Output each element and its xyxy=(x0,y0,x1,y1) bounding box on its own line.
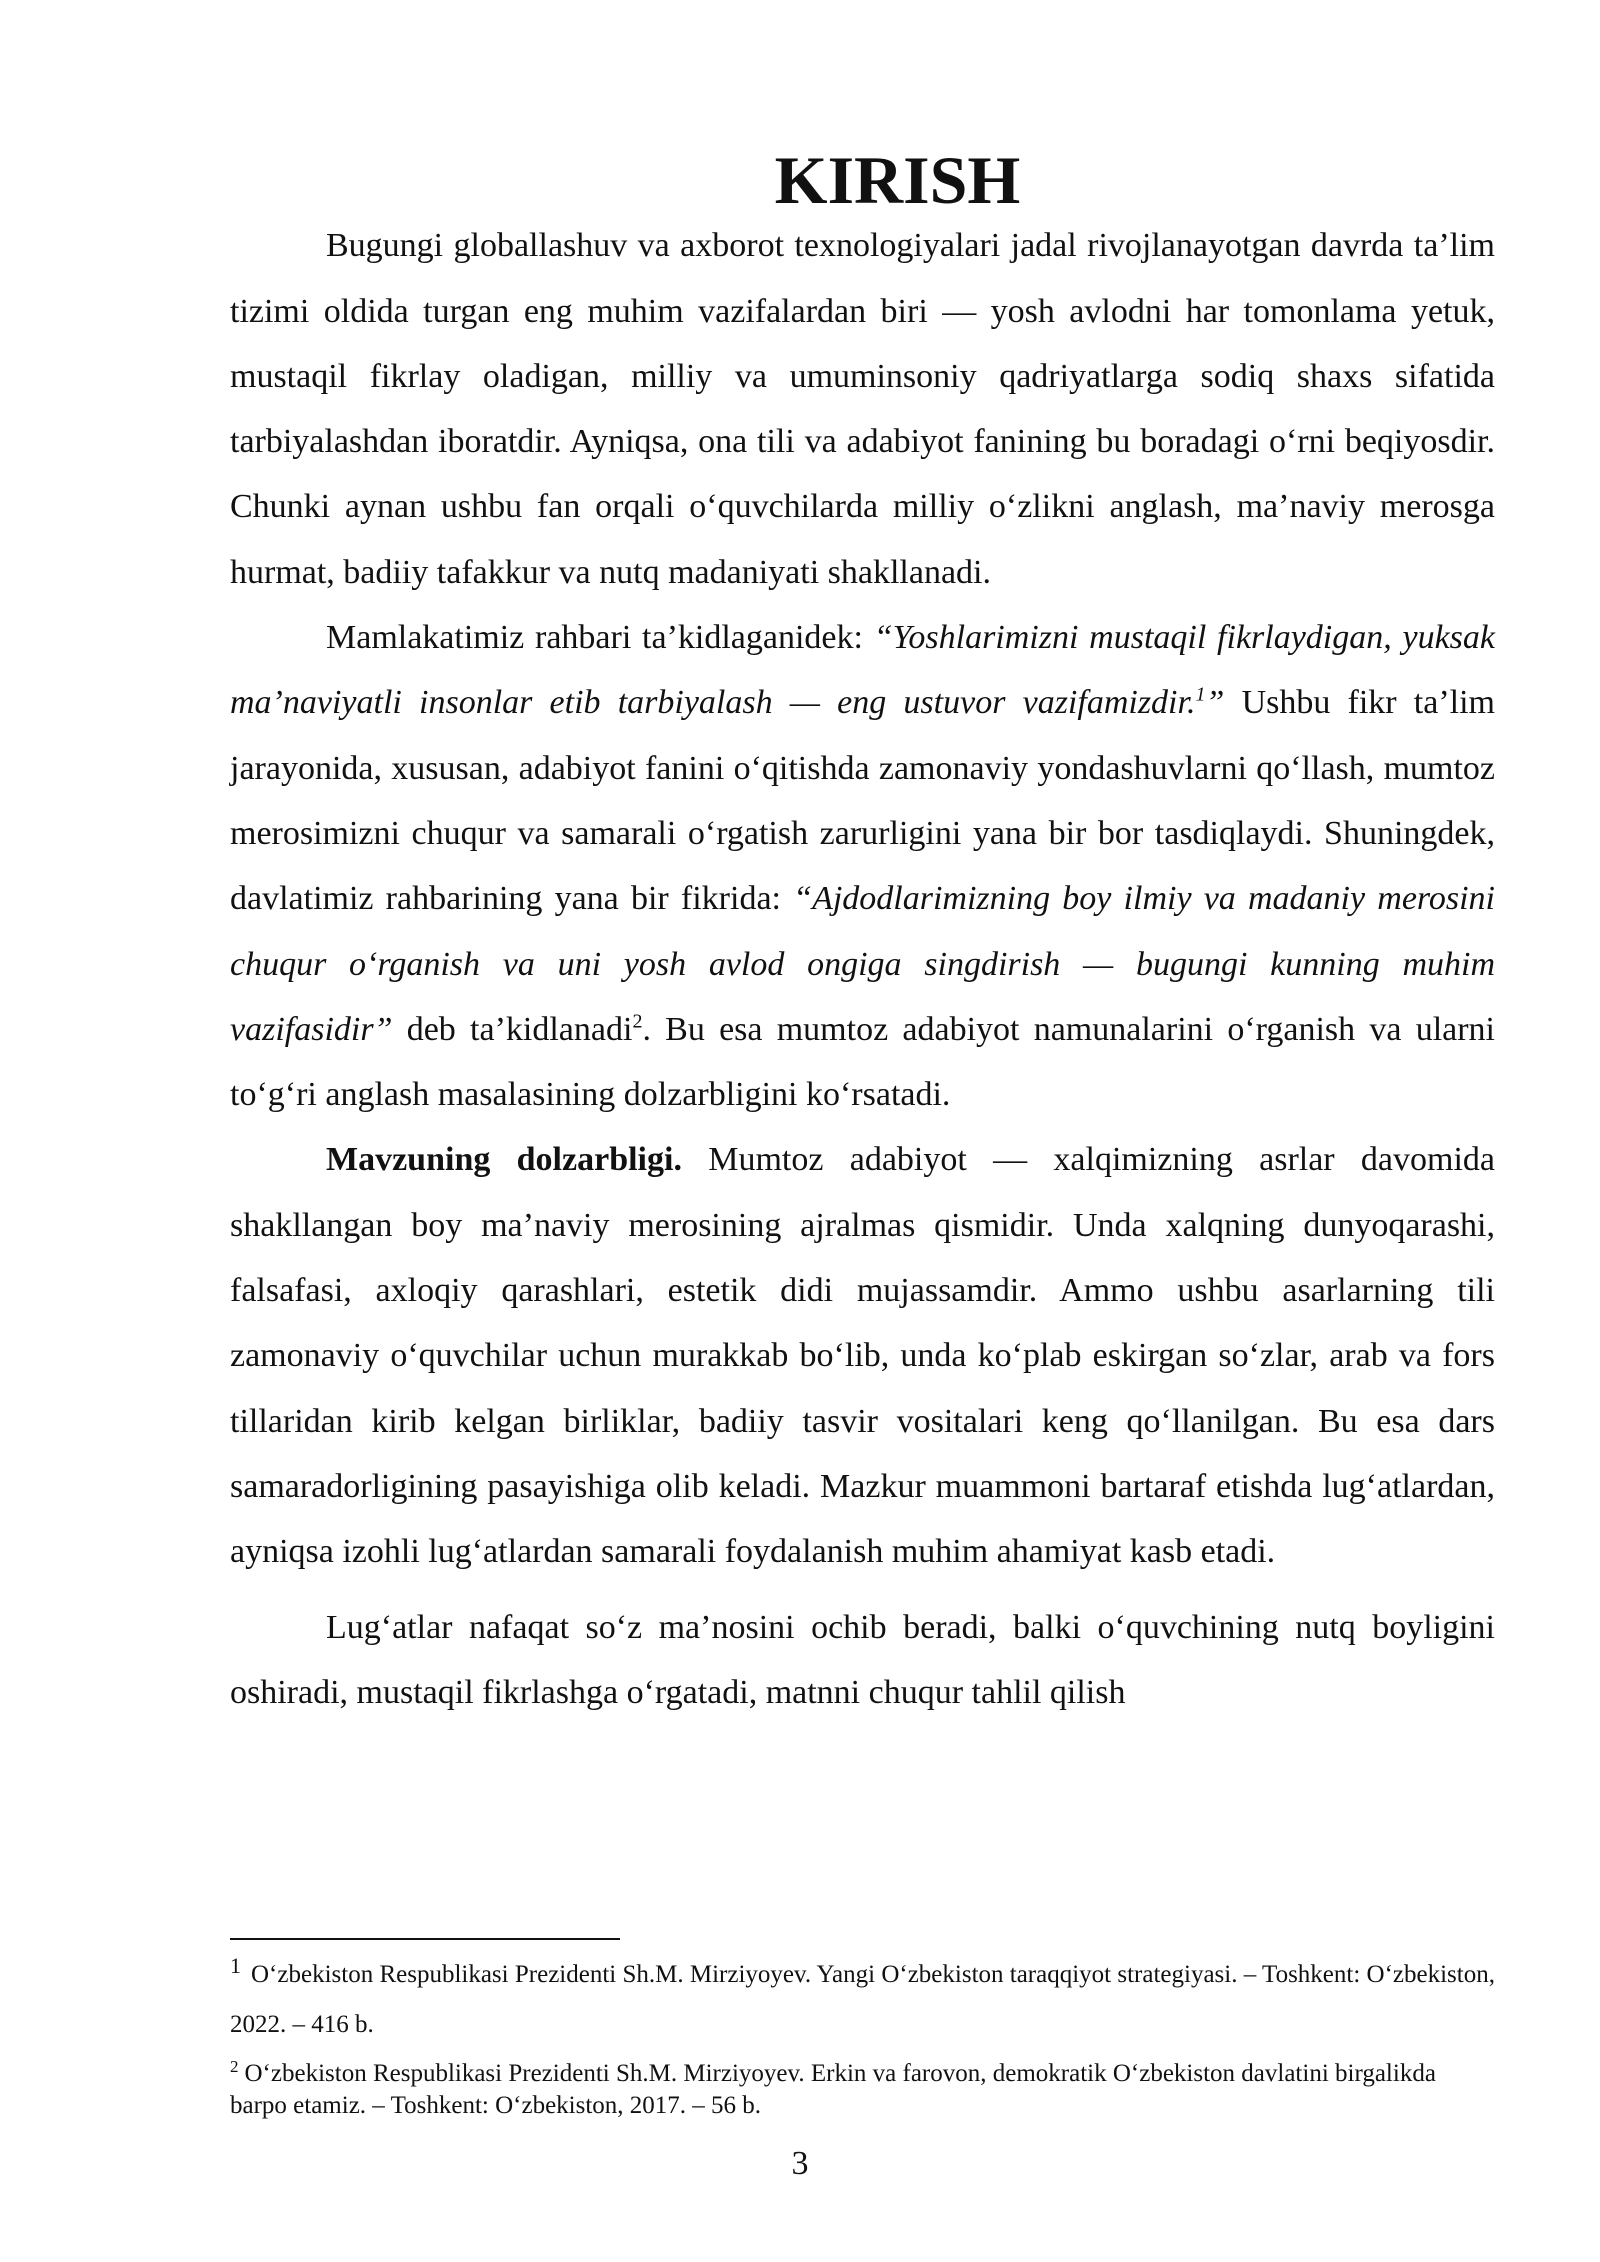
paragraph-intro xyxy=(230,213,1495,605)
quote-1-close: ” xyxy=(1205,684,1225,722)
quote-1-text: “Yoshlarimizni mustaqil fikrlaydigan, yuksak ma’naviyatli insonlar etib tarbiyalash — eng ustuvor vazifamizdir. xyxy=(230,619,1495,722)
footnote-2-mark: 2 xyxy=(230,2056,239,2076)
footnote-1 xyxy=(230,1950,1495,2050)
quote-2: “Ajdodlarimizning boy ilmiy va madaniy merosini chuqur o‘rganish va uni yosh avlod ongiga singdirish — bugungi kunning muhim vazifasidir” xyxy=(230,880,1496,1048)
page-number: 3 xyxy=(791,2145,809,2182)
body-text xyxy=(230,142,1496,1725)
paragraph-intro-text: Bugungi globallashuv va axborot texnologiyalari jadal rivojlanayotgan davrda ta’lim tizimi oldida turgan eng muhim vazifalardan biri — yosh avlodni har tomonlama yetuk, mustaqil fikrlay oladigan, milliy va umuminsoniy qadriyatlarga sodiq shaxs sifatida tarbiyalashdan iboratdir. Ayniqsa, ona tili va adabiyot fanining bu boradagi o‘rni beqiyosdir. Chunki aynan ushbu fan orqali o‘quvchilarda milliy o‘zlikni anglash, ma’naviy merosga hurmat, badiiy tafakkur va nutq madaniyati shakllanadi. xyxy=(230,227,1495,591)
quote-middle-text: Ushbu fikr ta’lim jarayonida, xususan, adabiyot fanini o‘qitishda zamonaviy yondashuvlarni qo‘llash, mumtoz merosimizni chuqur va samarali o‘rgatish zarurligini yana bir bor tasdiqlaydi. Shuningdek, davlatimiz rahbarining yana bir fikrida: xyxy=(230,684,1495,918)
relevance-text: Mumtoz adabiyot — xalqimizning asrlar davomida shakllangan boy ma’naviy merosining ajralmas qismidir. Unda xalqning dunyoqarashi, falsafasi, axloqiy qarashlari, estetik didi mujassamdir. Ammo ushbu asarlarning tili zamonaviy o‘quvchilar uchun murakkab bo‘lib, unda ko‘plab eskirgan so‘zlar, arab va fors tillaridan kirib kelgan birliklar, badiiy tasvir vositalari keng qo‘llanilgan. Bu esa dars samaradorligining pasayishiga olib keladi. Mazkur muammoni bartaraf etishda lug‘atlardan, ayniqsa izohli lug‘atlardan samarali foydalanish muhim ahamiyat kasb etadi. xyxy=(230,1141,1495,1571)
paragraph-relevance xyxy=(230,1127,1495,1584)
relevance-lead: Mavzuning dolzarbligi. xyxy=(326,1141,682,1179)
paragraph-quotes xyxy=(230,605,1495,1127)
heading-text: KIRISH xyxy=(774,142,1021,218)
paragraph-dictionaries-text: Lug‘atlar nafaqat so‘z ma’nosini ochib beradi, balki o‘quvchining nutq boyligini oshiradi, mustaqil fikrlashga o‘rgatadi, matnni chuqur tahlil qilish xyxy=(230,1608,1495,1711)
section-heading xyxy=(230,142,1495,218)
footnote-1-text: O‘zbekiston Respublikasi Prezidenti Sh.M. Mirziyoyev. Yangi O‘zbekiston taraqqiyot strategiyasi. – Toshkent: O‘zbekiston, 2022. – 416 b. xyxy=(230,1961,1495,2038)
paragraph-dictionaries xyxy=(230,1595,1495,1726)
footnote-2-text: O‘zbekiston Respublikasi Prezidenti Sh.M. Mirziyoyev. Erkin va farovon, demokratik O‘zbekiston davlatini birgalikda barpo etamiz. – Toshkent: O‘zbekiston, 2017. – 56 b. xyxy=(230,2060,1436,2119)
footnotes xyxy=(230,1950,1495,2122)
footnote-ref-2[interactable]: 2 xyxy=(632,1010,643,1033)
footnote-1-mark: 1 xyxy=(230,1952,241,1978)
quote-2-after-text: deb ta’kidlanadi xyxy=(392,1010,633,1048)
footnote-2 xyxy=(230,2058,1495,2122)
paragraph-quotes-end: . Bu esa mumtoz adabiyot namunalarini o‘rganish va ularni to‘g‘ri anglash masalasining dolzarbligini ko‘rsatadi. xyxy=(230,1010,1495,1114)
quote-intro-text: Mamlakatimiz rahbari ta’kidlaganidek: xyxy=(326,619,874,657)
footnote-ref-1[interactable]: 1 xyxy=(1195,684,1206,707)
footnote-separator xyxy=(230,1938,620,1940)
